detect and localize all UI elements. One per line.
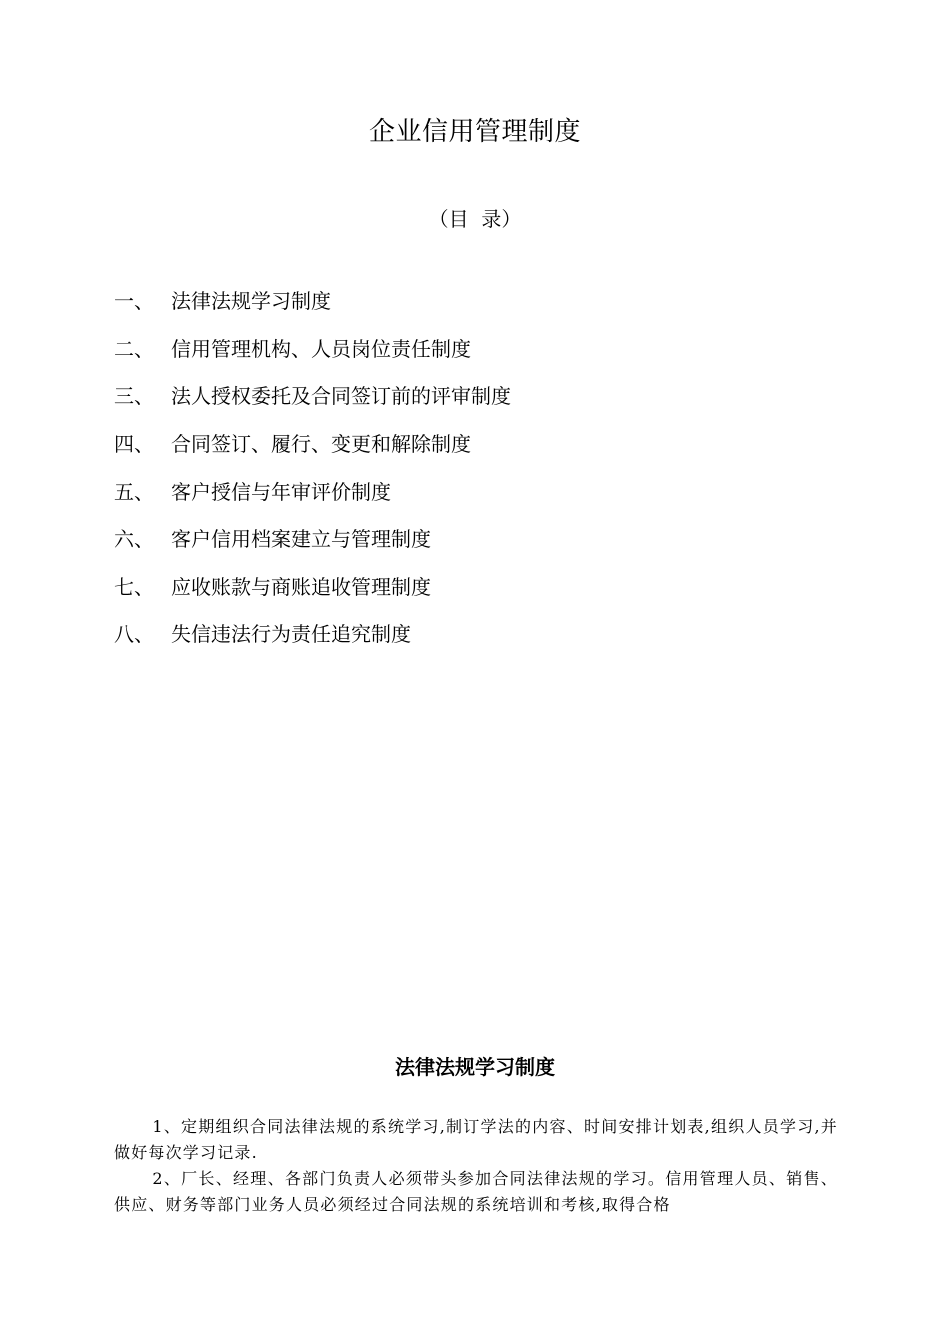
section-title: 法律法规学习制度 xyxy=(395,1055,555,1079)
toc-item-number: 五、 xyxy=(114,479,154,504)
toc-item-label: 信用管理机构、人员岗位责任制度 xyxy=(171,336,471,361)
toc-item-number: 一、 xyxy=(114,289,154,314)
toc-item xyxy=(114,276,511,324)
toc-item xyxy=(114,466,511,514)
toc-item-label: 失信违法行为责任追究制度 xyxy=(171,622,411,647)
toc-item-number: 三、 xyxy=(114,384,154,409)
table-of-contents xyxy=(114,276,511,657)
toc-item-label: 应收账款与商账追收管理制度 xyxy=(171,574,431,599)
toc-item xyxy=(114,324,511,372)
toc-heading: （目 录） xyxy=(428,207,522,231)
toc-item-label: 客户信用档案建立与管理制度 xyxy=(171,527,431,552)
body-paragraph: 2、厂长、经理、各部门负责人必须带头参加合同法律法规的学习。信用管理人员、销售、供应、财务等部门业务人员必须经过合同法规的系统培训和考核,取得合格 xyxy=(114,1169,838,1214)
toc-item xyxy=(114,562,511,610)
toc-item xyxy=(114,609,511,657)
document-title: 企业信用管理制度 xyxy=(368,117,581,147)
toc-item xyxy=(114,419,511,467)
toc-item-number: 八、 xyxy=(114,622,154,647)
body-paragraph: 1、定期组织合同法律法规的系统学习,制订学法的内容、时间安排计划表,组织人员学习,并做好每次学习记录. xyxy=(114,1117,838,1162)
toc-item-label: 客户授信与年审评价制度 xyxy=(171,479,391,504)
toc-item xyxy=(114,371,511,419)
toc-item-label: 法律法规学习制度 xyxy=(171,289,331,314)
toc-item xyxy=(114,514,511,562)
toc-item-number: 七、 xyxy=(114,574,154,599)
toc-item-number: 六、 xyxy=(114,527,154,552)
toc-item-number: 四、 xyxy=(114,432,154,457)
section-body xyxy=(114,1114,838,1218)
toc-item-label: 法人授权委托及合同签订前的评审制度 xyxy=(171,384,511,409)
toc-item-label: 合同签订、履行、变更和解除制度 xyxy=(171,432,471,457)
toc-item-number: 二、 xyxy=(114,336,154,361)
